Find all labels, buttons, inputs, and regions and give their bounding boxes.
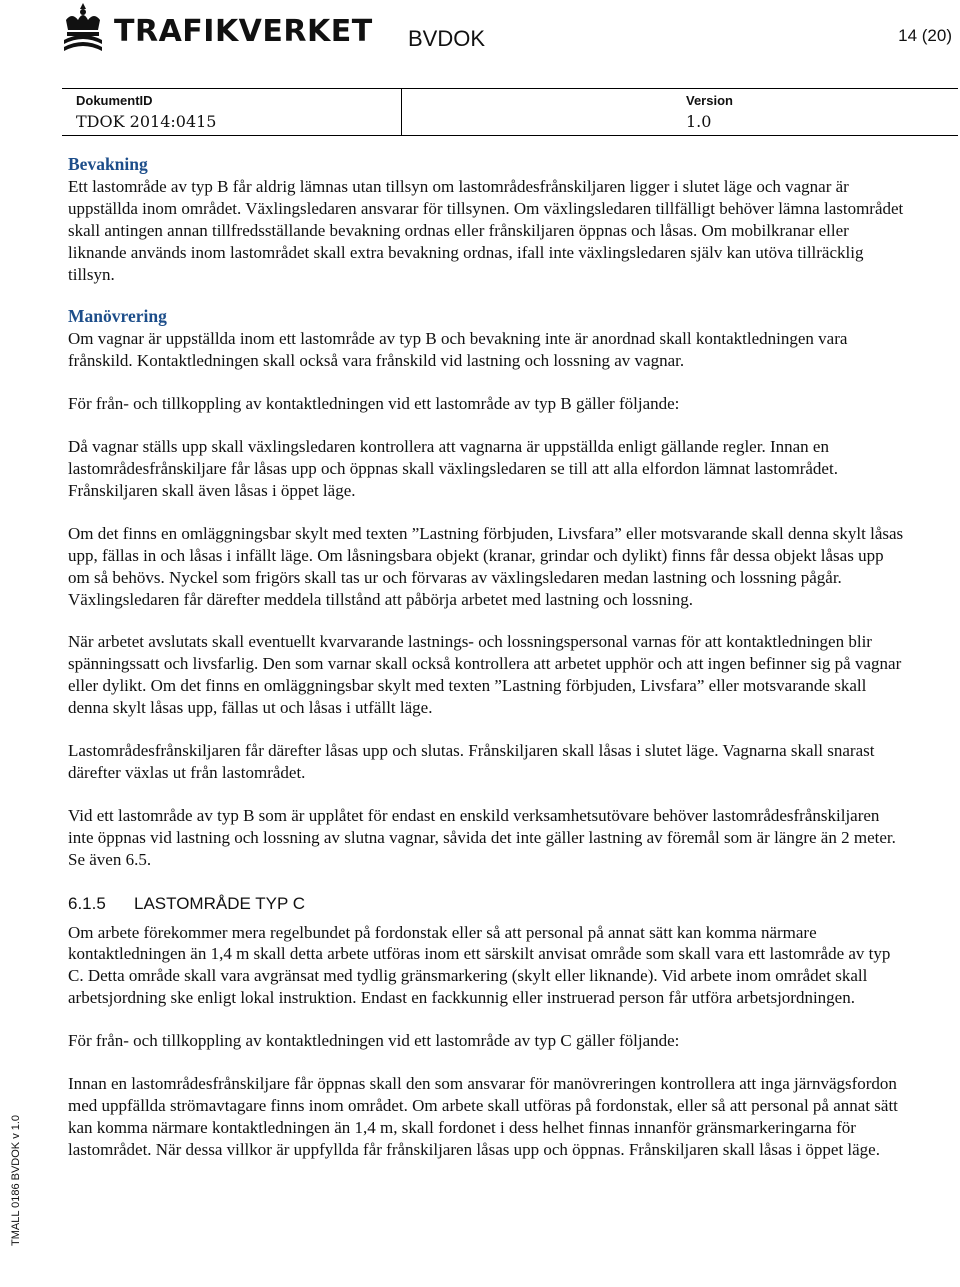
manovrering-section [68, 306, 908, 372]
section-heading-typ-c [68, 892, 908, 916]
paragraph: Om arbete förekommer mera regelbundet på fordonstak eller så att personal på annat sätt kan komma närmare kontaktledningen än 1,4 m skall detta arbete utföras inom ett särskilt anvisat område som skall vara ett lastområde av typ C. Detta område skall vara avgränsat med tydlig gränsmarkering (skylt eller liknande). Vid arbete inom området skall arbetsjordning ske enligt lokal instruktion. Endast en fackkunnig eller instruerad person får utföra arbetsjordningen. [68, 922, 891, 1008]
paragraph: För från- och tillkoppling av kontaktledningen vid ett lastområde av typ B gäller följande: [68, 394, 680, 414]
template-side-label: TMALL 0186 BVDOK v 1.0 [10, 1114, 22, 1246]
section-heading-bevakning: Bevakning [68, 154, 148, 174]
paragraph: Vid ett lastområde av typ B som är upplåtet för endast en enskild verksamhetsutövare behöver lastområdesfrånskiljaren inte öppnas vid lastning och lossning av slutna vagnar, såvida det inte gäller lastning av föremål som är längre än 2 meter. Se även 6.5. [68, 805, 896, 869]
paragraph: Om vagnar är uppställda inom ett lastområde av typ B och bevakning inte är anordnad skall kontaktledningen vara frånskild. Kontaktledningen skall också vara frånskild vid lastning och lossning av vagnar. [68, 329, 848, 371]
bevakning-section [68, 154, 908, 285]
document-type: BVDOK [408, 26, 486, 51]
paragraph: Lastområdesfrånskiljaren får därefter låsas upp och slutas. Frånskiljaren skall låsas i slutet läge. Vagnarna skall snarast därefter växlas ut från lastområdet. [68, 741, 875, 782]
section-heading-manovrering: Manövrering [68, 306, 167, 327]
version-cell [686, 93, 733, 133]
crown-emblem-icon [60, 0, 106, 58]
paragraph: Då vagnar ställs upp skall växlingsledaren kontrollera att vagnarna är uppställda enligt gällande regler. Innan en lastområdesfrånskiljare får låsas upp och öppnas skall växlingsledaren se till att alla elfordon lämnat lastområdet. Frånskiljaren skall även låsas i öppet läge. [68, 437, 838, 500]
paragraph: Om det finns en omläggningsbar skylt med texten ”Lastning förbjuden, Livsfara” eller motsvarande skall denna skylt låsas upp, fällas in och låsas i infällt läge. Om låsningsbara objekt (kranar, grindar och dylikt) finns får dessa objekt låsas upp om så behövs. Nyckel som frigörs skall tas ur och förvaras av växlingsledaren medan lastning och lossning pågår. Växlingsledaren får därefter meddela tillstånd att påbörja arbetet med lastning och lossning. [68, 523, 904, 609]
metadata-divider [401, 89, 402, 135]
version-label: Version [686, 93, 733, 108]
trafikverket-logo [60, 0, 373, 62]
document-id-label: DokumentID [76, 93, 153, 108]
document-metadata [62, 88, 958, 136]
logo-text: TRAFIKVERKET [114, 14, 373, 49]
paragraph: Ett lastområde av typ B får aldrig lämnas utan tillsyn om lastområdesfrånskiljaren ligger i slutet läge och vagnar är uppställda inom området. Växlingsledaren ansvarar för tillsynen. Om växlingsledaren tillfälligt behöver lämna lastområdet skall antingen annan tillfredsställande bevakning ordnas eller frånskiljaren öppnas och låsas. Om mobilkranar eller liknande används inom lastområdet skall extra bevakning ordnas, ifall inte växlingsledaren själv kan utöva tillräcklig tillsyn. [68, 176, 904, 284]
version-value: 1.0 [686, 112, 712, 131]
document-id-value: TDOK 2014:0415 [76, 112, 217, 131]
paragraph: När arbetet avslutats skall eventuellt kvarvarande lastnings- och lossningspersonal varnas för att kontaktledningen blir spänningssatt och livsfarlig. Den som varnar skall också kontrollera att arbetet upphör och att ingen befinner sig på vagnar eller dylikt. Om det finns en omläggningsbar skylt med texten ”Lastning förbjuden, Livsfara” eller motsvarande skall denna skylt låsas upp, fällas ut och låsas i utfällt läge. [68, 632, 902, 718]
document-id-cell [76, 93, 216, 133]
section-number: 6.1.5 [68, 893, 106, 913]
section-title: LASTOMRÅDE TYP C [134, 893, 305, 913]
document-body [68, 154, 908, 1182]
paragraph: För från- och tillkoppling av kontaktledningen vid ett lastområde av typ C gäller följande: [68, 1031, 680, 1051]
paragraph: Innan en lastområdesfrånskiljare får öppnas skall den som ansvarar för manövreringen kontrollera att inga järnvägsfordon med uppfällda strömavtagare finns inom området. Om arbete skall utföras på fordonstak, eller så att personal på annat sätt kan komma närmare kontaktledningen än 1,4 m, skall fordonet i dess helhet finnas innanför gränsmarkeringarna för lastområdet. När dessa villkor är uppfyllda får frånskiljaren låsas upp och öppnas. Frånskiljaren skall låsas i öppet läge. [68, 1074, 898, 1159]
page-number: 14 (20) [898, 26, 952, 45]
